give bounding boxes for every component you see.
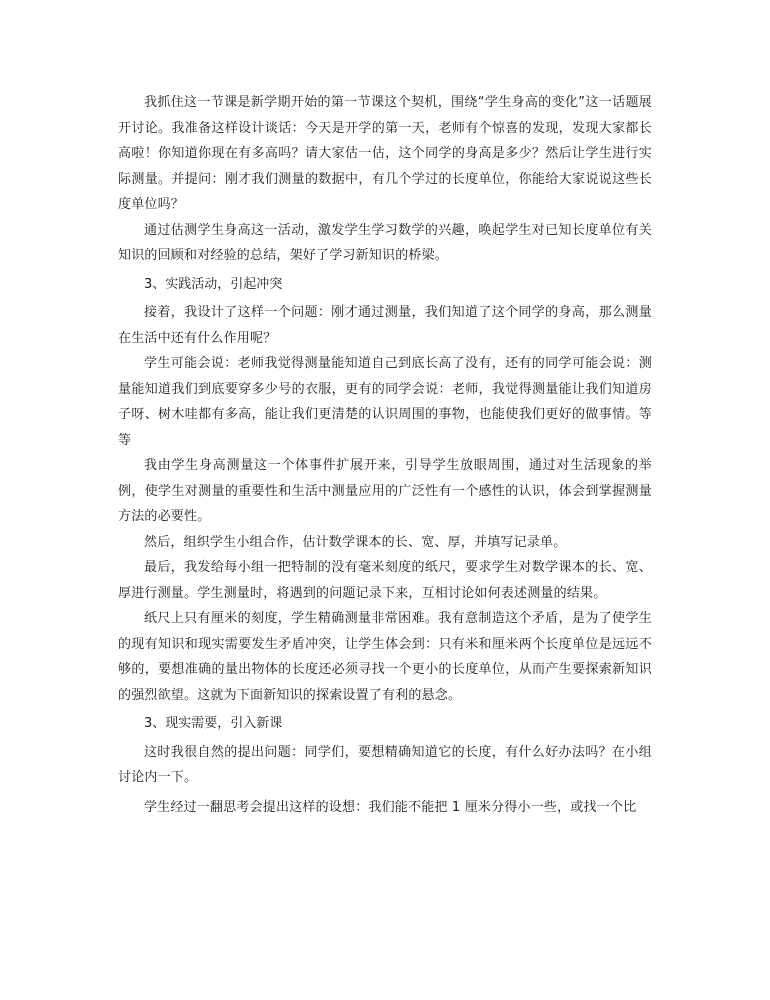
paragraph-2: 通过估测学生身高这一活动，激发学生学习数学的兴趣，唤起学生对已知长度单位有关知识的回顾和对经验的总结，架好了学习新知识的桥梁。 — [118, 222, 652, 263]
document-page — [118, 90, 652, 820]
section-heading-new-lesson: 3、现实需要，引入新课 — [144, 716, 283, 731]
paragraph-3: 接着，我设计了这样一个问题：刚才通过测量，我们知道了这个同学的身高，那么测量在生活中还有什么作用呢？ — [118, 305, 652, 346]
paragraph-9: 这时我很自然的提出问题：同学们，要想精确知道它的长度，有什么好办法吗？在小组讨论内一下。 — [118, 744, 652, 785]
paragraph-6: 然后，组织学生小组合作，估计数学课本的长、宽、厚，并填写记录单。 — [144, 534, 567, 550]
paragraph-4: 学生可能会说：老师我觉得测量能知道自己到底长高了没有，还有的同学可能会说：测量能知道我们到底要穿多少号的衣服，更有的同学会说：老师，我觉得测量能让我们知道房子呀、树木哇都有多高，能让我们更清楚的认识周围的事物，也能使我们更好的做事情。等等 — [118, 356, 652, 448]
section-heading-practice: 3、实践活动，引起冲突 — [144, 276, 283, 292]
paragraph-1: 我抓住这一节课是新学期开始的第一节课这个契机，围绕“学生身高的变化”这一话题展开讨论。我准备这样设计谈话：今天是开学的第一天，老师有个惊喜的发现，发现大家都长高啦！你知道你现在有多高吗？请大家估一估，这个同学的身高是多少？然后让学生进行实际测量。并提问：刚才我们测量的数据中，有几个学过的长度单位，你能给大家说说这些长度单位吗？ — [118, 95, 652, 212]
paragraph-10: 学生经过一翻思考会提出这样的设想：我们能不能把 1 厘米分得小一些，或找一个比 — [144, 799, 637, 815]
paragraph-8: 纸尺上只有厘米的刻度，学生精确测量非常困难。我有意制造这个矛盾，是为了使学生的现有知识和现实需要发生矛盾冲突，让学生体会到：只有米和厘米两个长度单位是远远不够的，要想准确的量出物体的长度还必须寻找一个更小的长度单位，从而产生要探索新知识的强烈欲望。这就为下面新知识的探索设置了有利的悬念。 — [118, 611, 652, 703]
paragraph-5: 我由学生身高测量这一个体事件扩展开来，引导学生放眼周围，通过对生活现象的举例，使学生对测量的重要性和生活中测量应用的广泛性有一个感性的认识，体会到掌握测量方法的必要性。 — [118, 458, 652, 524]
paragraph-7: 最后，我发给每小组一把特制的没有毫米刻度的纸尺，要求学生对数学课本的长、宽、厚进行测量。学生测量时，将遇到的问题记录下来，互相讨论如何表述测量的结果。 — [118, 560, 652, 601]
